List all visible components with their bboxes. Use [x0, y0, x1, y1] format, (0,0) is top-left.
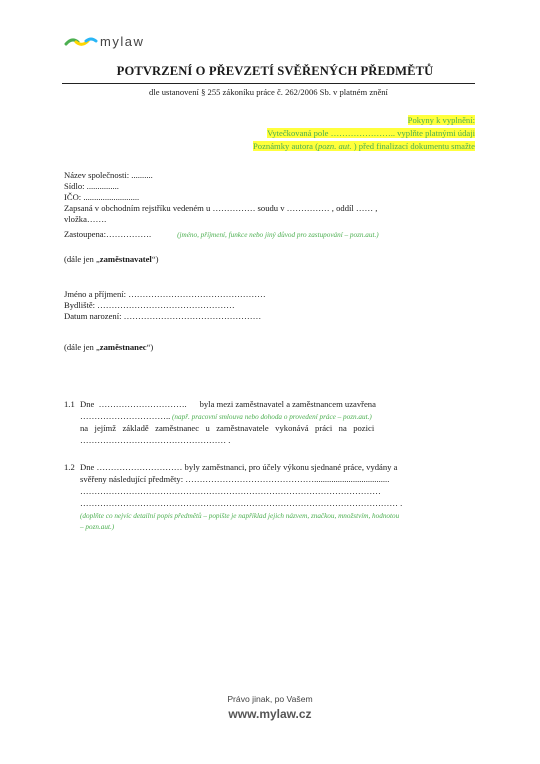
- employee-residence-field: Bydliště: …………………………………………: [64, 300, 235, 310]
- clause-1-line-4: …………………………………………… .: [80, 435, 231, 445]
- instructions-heading: Pokyny k vyplnění:: [407, 115, 475, 125]
- clause-2-line-4: ………………………………………………………………………………………………… .: [80, 498, 403, 508]
- represented-note: (jméno, příjmení, funkce nebo jiný důvod pro zastupování – pozn.aut.): [177, 231, 379, 239]
- instructions-author-notes: Poznámky autora (pozn. aut. ) před finalizací dokumentu smažte: [253, 141, 475, 151]
- employee-alias: (dále jen „zaměstnanec“): [64, 342, 154, 352]
- footer-url[interactable]: www.mylaw.cz: [228, 707, 312, 721]
- title-divider: [62, 83, 475, 84]
- clause-2-line-3: ……………………………………………………………………………………………: [80, 486, 381, 496]
- employer-alias: (dále jen „zaměstnavatel“): [64, 254, 159, 264]
- registry-line: Zapsaná v obchodním rejstříku vedeném u …………… soudu v …………… , oddíl …… ,: [64, 203, 378, 213]
- clause-2-line-2: svěřeny následující předměty: ………………………………………...................................: [80, 474, 390, 484]
- document-subtitle: dle ustanovení § 255 zákoníku práce č. 262/2006 Sb. v platném znění: [149, 87, 388, 97]
- clause-2-note-1: (doplňte co nejvíc detailní popis předmětů – popište je například jejich názvem, značkou, množstvím, hodnotou: [80, 512, 400, 520]
- company-seat-field: Sídlo: ...............: [64, 181, 119, 191]
- registry-insert: vložka…….: [64, 214, 107, 224]
- logo-text: mylaw: [100, 34, 145, 49]
- brand-logo: [64, 34, 144, 50]
- clause-2-number: 1.2: [64, 462, 75, 472]
- clause-2-line-1: Dne ………………………… byly zaměstnanci, pro účely výkonu sjednané práce, vydány a: [80, 462, 398, 472]
- clause-1-line-2: ………………………….. (např. pracovní smlouva nebo dohoda o provedení práce – pozn.aut.): [80, 411, 372, 421]
- document-title: POTVRZENÍ O PŘEVZETÍ SVĚŘENÝCH PŘEDMĚTŮ: [116, 64, 434, 78]
- clause-1-number: 1.1: [64, 399, 75, 409]
- mylaw-wave-icon: [64, 35, 98, 49]
- clause-1-line-1: Dne …………………………. byla mezi zaměstnavatel a zaměstnancem uzavřena: [80, 399, 376, 409]
- employee-name-field: Jméno a příjmení: …………………………………………: [64, 289, 266, 299]
- clause-1-line-3: na jejímž základě zaměstnanec u zaměstnavatele vykonává práci na pozici: [80, 423, 375, 433]
- company-ico-field: IČO: ..........................: [64, 192, 140, 202]
- employee-birth-field: Datum narození: …………………………………………: [64, 311, 262, 321]
- clause-2-note-2: – pozn.aut.): [80, 523, 115, 531]
- company-name-field: Název společnosti: ..........: [64, 170, 153, 180]
- represented-field: Zastoupena:……………. (jméno, příjmení, funkce nebo jiný důvod pro zastupování – pozn.aut.): [64, 229, 379, 239]
- footer-tagline: Právo jinak, po Vašem: [227, 694, 313, 704]
- instructions-fill-fields: Vytečkovaná pole ………………….. vyplňte platnými údaji: [267, 128, 475, 138]
